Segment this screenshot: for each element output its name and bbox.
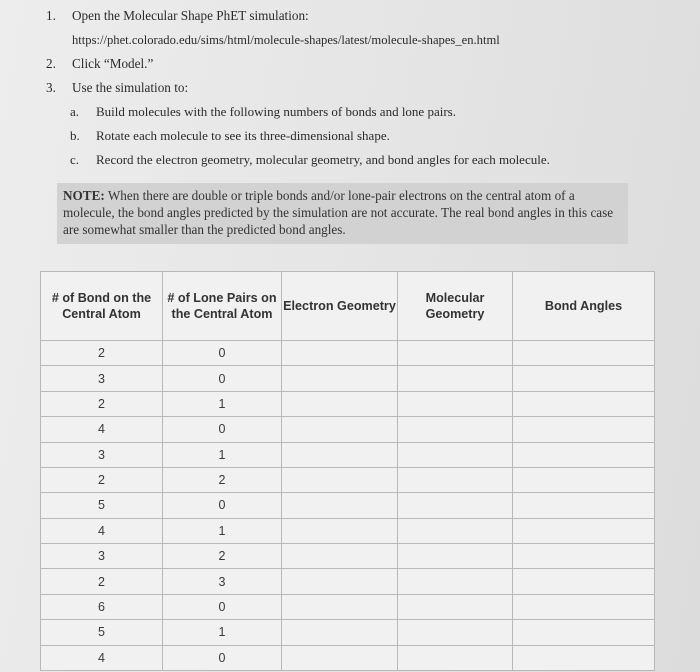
table-row <box>41 569 655 594</box>
bonds-cell: 3 <box>41 366 163 391</box>
substep-letter: c. <box>70 152 80 167</box>
bonds-cell: 4 <box>41 645 163 671</box>
note-label: NOTE: <box>63 188 105 203</box>
molecular-geometry-cell <box>398 594 513 619</box>
molecular-geometry-cell <box>398 341 513 366</box>
lone-pairs-cell: 3 <box>163 569 282 594</box>
lone-pairs-cell: 2 <box>163 467 282 492</box>
lone-pairs-cell: 0 <box>163 417 282 442</box>
table-row <box>41 518 655 543</box>
table-row <box>41 391 655 416</box>
step-3 <box>46 76 686 100</box>
lone-pairs-cell: 1 <box>163 442 282 467</box>
header-bond-angles: Bond Angles <box>513 272 655 341</box>
header-electron-geometry: Electron Geometry <box>282 272 398 341</box>
step-number: 2. <box>46 56 56 71</box>
molecular-geometry-cell <box>398 518 513 543</box>
electron-geometry-cell <box>282 493 398 518</box>
bond-angles-cell <box>513 341 655 366</box>
table-row <box>41 442 655 467</box>
lone-pairs-cell: 0 <box>163 594 282 619</box>
molecular-geometry-cell <box>398 391 513 416</box>
bonds-cell: 5 <box>41 620 163 645</box>
molecular-geometry-cell <box>398 366 513 391</box>
table-row <box>41 645 655 671</box>
header-molecular-geometry: Molecular Geometry <box>398 272 513 341</box>
table-row <box>41 620 655 645</box>
molecular-geometry-cell <box>398 620 513 645</box>
bond-angles-cell <box>513 442 655 467</box>
bonds-cell: 5 <box>41 493 163 518</box>
molecular-geometry-cell <box>398 442 513 467</box>
bond-angles-cell <box>513 620 655 645</box>
table-row <box>41 366 655 391</box>
table-row <box>41 341 655 366</box>
molecular-geometry-cell <box>398 467 513 492</box>
electron-geometry-cell <box>282 594 398 619</box>
lone-pairs-cell: 0 <box>163 341 282 366</box>
bond-angles-cell <box>513 493 655 518</box>
electron-geometry-cell <box>282 391 398 416</box>
electron-geometry-cell <box>282 417 398 442</box>
step-text: Open the Molecular Shape PhET simulation: <box>72 8 309 23</box>
electron-geometry-cell <box>282 467 398 492</box>
lone-pairs-cell: 1 <box>163 391 282 416</box>
lone-pairs-cell: 1 <box>163 620 282 645</box>
electron-geometry-cell <box>282 366 398 391</box>
bond-angles-cell <box>513 366 655 391</box>
electron-geometry-cell <box>282 518 398 543</box>
step-text: Use the simulation to: <box>72 80 189 95</box>
substep-c <box>46 148 686 172</box>
step-number: 3. <box>46 80 56 95</box>
electron-geometry-cell <box>282 442 398 467</box>
step-1 <box>46 4 686 28</box>
substep-a <box>46 100 686 124</box>
bonds-cell: 4 <box>41 417 163 442</box>
electron-geometry-cell <box>282 645 398 671</box>
lone-pairs-cell: 0 <box>163 493 282 518</box>
header-bonds: # of Bond on the Central Atom <box>41 272 163 341</box>
bond-angles-cell <box>513 645 655 671</box>
molecular-geometry-cell <box>398 544 513 569</box>
molecular-geometry-cell <box>398 645 513 671</box>
bond-angles-cell <box>513 594 655 619</box>
table-row <box>41 493 655 518</box>
step-2 <box>46 52 686 76</box>
table-row <box>41 467 655 492</box>
note-box <box>57 183 628 244</box>
substep-letter: b. <box>70 128 80 143</box>
table-header-row <box>41 272 655 341</box>
bonds-cell: 3 <box>41 442 163 467</box>
simulation-url: https://phet.colorado.edu/sims/html/molecule-shapes/latest/molecule-shapes_en.html <box>72 33 500 47</box>
electron-geometry-cell <box>282 341 398 366</box>
molecule-table <box>40 271 655 671</box>
bonds-cell: 2 <box>41 341 163 366</box>
bonds-cell: 4 <box>41 518 163 543</box>
bonds-cell: 6 <box>41 594 163 619</box>
electron-geometry-cell <box>282 620 398 645</box>
substep-text: Rotate each molecule to see its three-dimensional shape. <box>96 128 390 143</box>
lone-pairs-cell: 0 <box>163 645 282 671</box>
table-row <box>41 594 655 619</box>
lone-pairs-cell: 1 <box>163 518 282 543</box>
bond-angles-cell <box>513 467 655 492</box>
bonds-cell: 2 <box>41 569 163 594</box>
bonds-cell: 2 <box>41 391 163 416</box>
table-row <box>41 417 655 442</box>
table-row <box>41 544 655 569</box>
molecular-geometry-cell <box>398 417 513 442</box>
molecular-geometry-cell <box>398 569 513 594</box>
bond-angles-cell <box>513 569 655 594</box>
bond-angles-cell <box>513 518 655 543</box>
electron-geometry-cell <box>282 544 398 569</box>
molecular-geometry-cell <box>398 493 513 518</box>
substep-letter: a. <box>70 104 80 119</box>
substep-b <box>46 124 686 148</box>
step-number: 1. <box>46 8 56 23</box>
note-text: When there are double or triple bonds and/or lone-pair electrons on the central atom of a molecule, the bond angles predicted by the simulation are not accurate. The real bond angles in this case are somewhat smaller than the predicted bond angles. <box>63 188 614 237</box>
step-text: Click “Model.” <box>72 56 154 71</box>
substep-text: Build molecules with the following numbers of bonds and lone pairs. <box>96 104 456 119</box>
header-lone-pairs: # of Lone Pairs on the Central Atom <box>163 272 282 341</box>
bonds-cell: 2 <box>41 467 163 492</box>
lone-pairs-cell: 0 <box>163 366 282 391</box>
lone-pairs-cell: 2 <box>163 544 282 569</box>
substep-text: Record the electron geometry, molecular geometry, and bond angles for each molecule. <box>96 152 550 167</box>
electron-geometry-cell <box>282 569 398 594</box>
bond-angles-cell <box>513 417 655 442</box>
instructions <box>46 4 686 172</box>
bond-angles-cell <box>513 391 655 416</box>
bond-angles-cell <box>513 544 655 569</box>
bonds-cell: 3 <box>41 544 163 569</box>
